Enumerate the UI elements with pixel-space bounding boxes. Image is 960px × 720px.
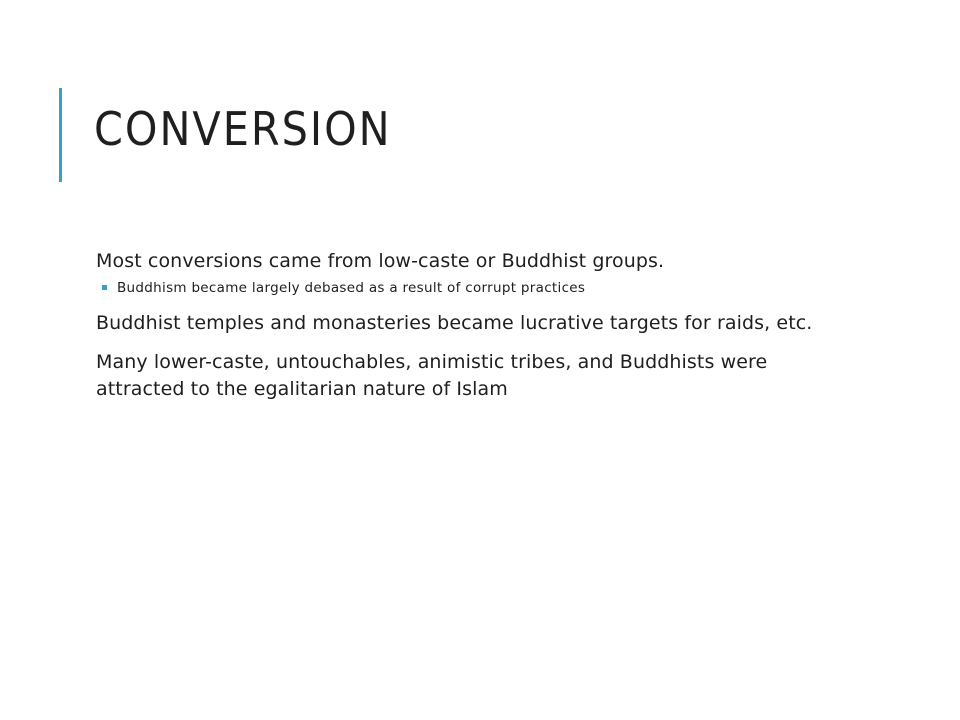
title-accent-rule [59, 88, 62, 182]
body-paragraph-2: Buddhist temples and monasteries became lucrative targets for raids, etc. [96, 312, 813, 334]
body-paragraph-1: Most conversions came from low-caste or Buddhist groups. [96, 250, 665, 272]
sub-bullet-item [102, 278, 856, 298]
slide-title: CONVERSION [94, 102, 392, 156]
sub-bullet-text: Buddhism became largely debased as a result of corrupt practices [117, 280, 586, 296]
slide-body [96, 248, 856, 403]
body-paragraph-3: Many lower-caste, untouchables, animistic tribes, and Buddhists were attracted to the egalitarian nature of Islam [96, 351, 768, 400]
square-bullet-icon [102, 285, 107, 290]
